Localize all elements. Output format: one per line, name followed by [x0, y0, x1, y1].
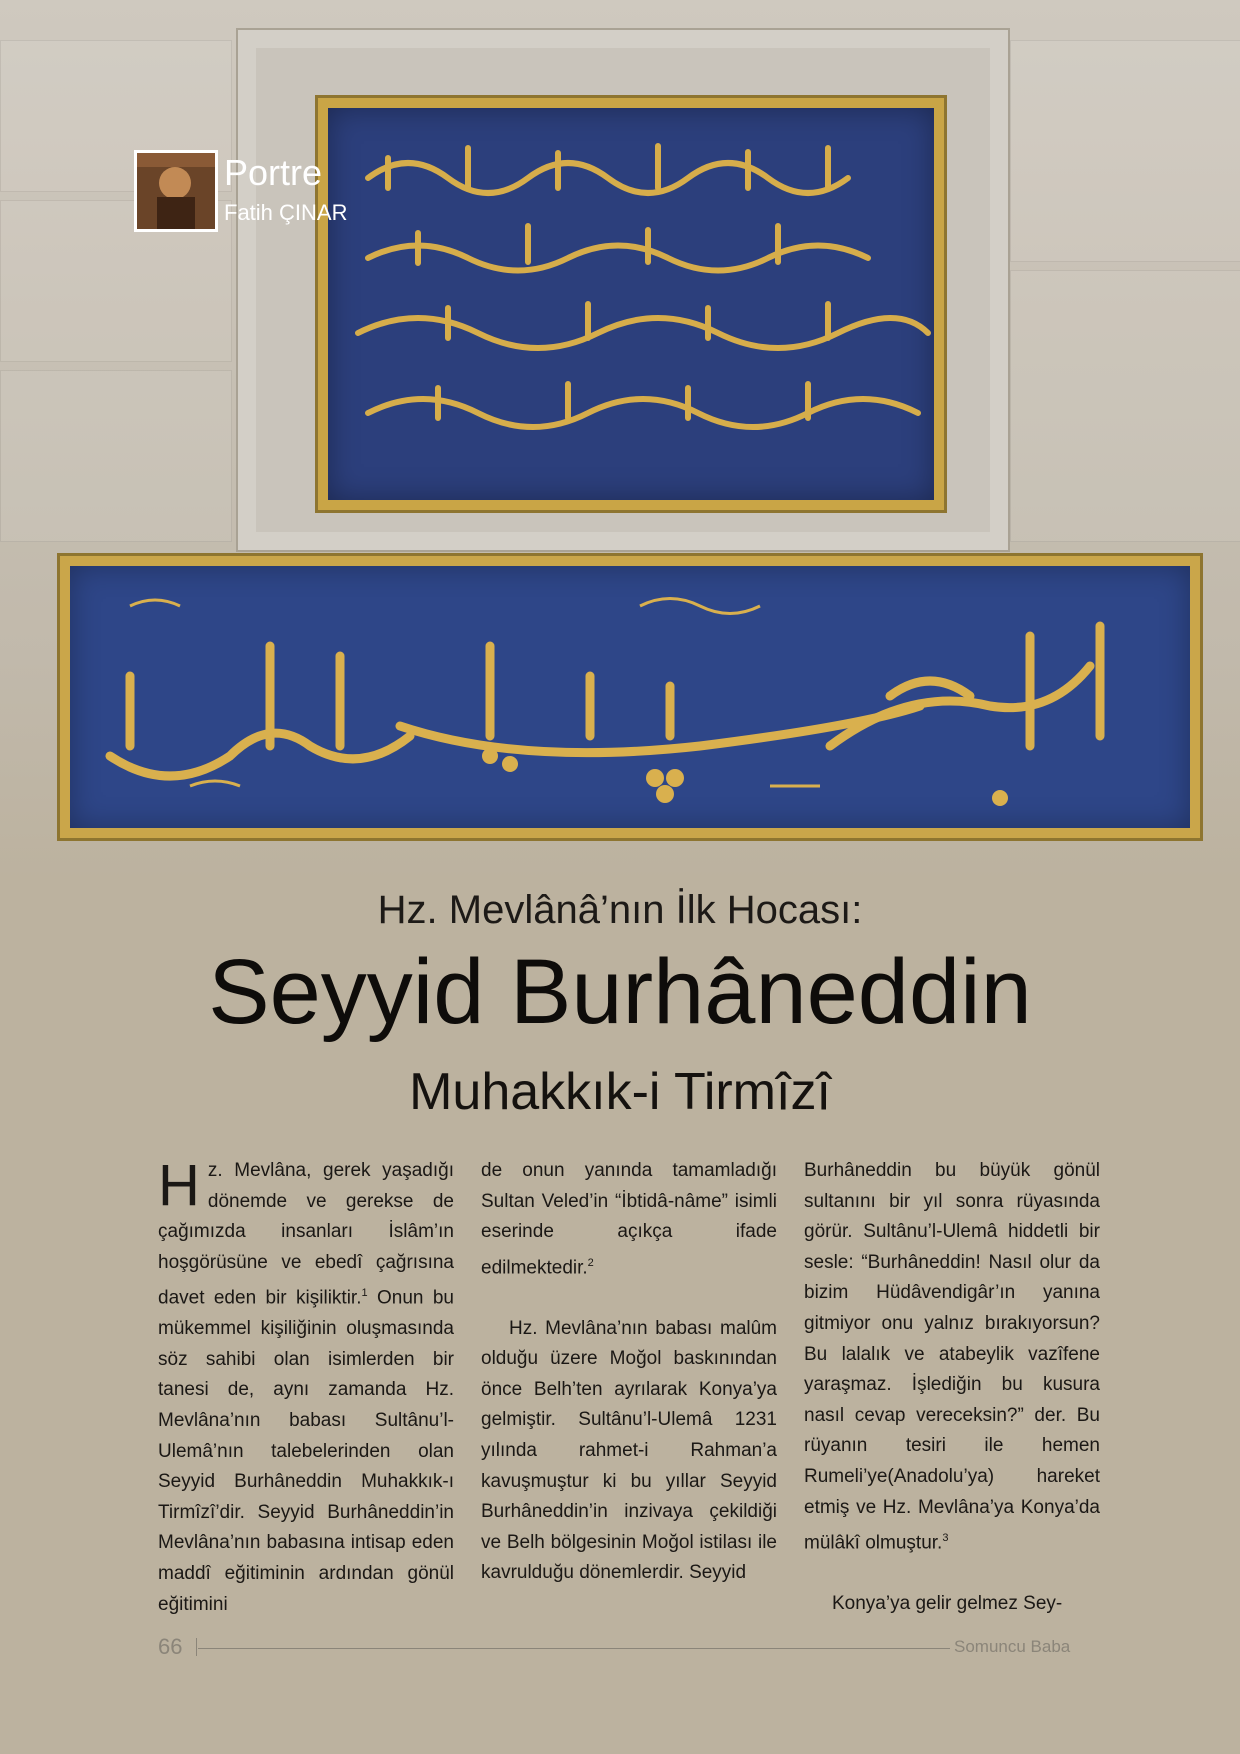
magazine-name: Somuncu Baba — [954, 1637, 1071, 1656]
footer-divider — [196, 1638, 197, 1656]
paragraph-text: Burhâneddin bu büyük gönül sultanını bir yıl sonra rüyasında görür. Sultânu’l-Ulemâ hiddetli bir sesle: “Burhâneddin! Nasıl olur da bizim Hüdâvendigâr’ın yanına gitmiyor onu yalnız bırakıyorsun? Bu lalalık ve atabeylik vazîfene yaraşmaz. İşlediğin bu kusura nasıl cevap vereceksin?” der. Bu rüyanın tesiri ile hemen Rumeli’ye(Anadolu’ya) hareket etmiş ve Hz. Mevlâna’ya Konya’da mülâkî olmuştur. — [804, 1160, 1100, 1554]
article-subtitle: Muhakkık-i Tirmîzî — [409, 1063, 831, 1121]
drop-cap: H — [158, 1153, 200, 1218]
stone-block — [1010, 40, 1240, 262]
paragraph: Hz. Mevlâna’nın babası malûm olduğu üzere Moğol baskınından önce Belh’ten ayrılarak Konya’ya gelmiştir. Sultânu’l-Ulemâ 1231 yılında rahmet-i Rahman’a kavuşmuştur ki bu yıllar Seyyid Burhâneddin’in inzivaya çekildiği ve Belh bölgesinin Moğol istilası ile kavrulduğu dönemlerdir. Seyyid — [481, 1317, 777, 1584]
calligraphy-lower-icon — [70, 566, 1190, 828]
footnote-ref: 2 — [587, 1256, 594, 1269]
section-label: Portre — [224, 152, 323, 193]
paragraph — [481, 1156, 777, 1284]
section-thumbnail — [134, 150, 218, 232]
paragraph: Konya’ya gelir gelmez Sey- — [832, 1593, 1063, 1615]
portrait-thumbnail-icon — [137, 153, 215, 229]
footnote-ref: 3 — [942, 1532, 949, 1545]
calligraphy-upper-icon — [328, 108, 934, 500]
text-column-1 — [158, 1153, 454, 1620]
page-number: 66 — [158, 1634, 183, 1659]
article-kicker: Hz. Mevlânâ’nın İlk Hocası: — [377, 888, 863, 932]
paragraph-text: z. Mevlâna, gerek yaşadığı dönemde ve gerekse de çağımızda insanları İslâm’ın hoşgörüsüne ve ebedî çağrısına davet eden bir kişiliktir. — [158, 1160, 454, 1309]
paragraph-text: de onun yanında tamamladığı Sultan Veled’in “İbtidâ-nâme” isimli eserinde açıkça ifade edilmektedir. — [481, 1160, 777, 1279]
text-column-2 — [481, 1156, 777, 1589]
paragraph — [804, 1156, 1100, 1559]
stone-block — [0, 370, 232, 542]
stone-block — [1010, 270, 1240, 542]
author-name: Fatih ÇINAR — [224, 200, 348, 225]
calligraphy-plaque-lower — [60, 556, 1200, 838]
footer-rule — [198, 1648, 950, 1649]
paragraph — [158, 1153, 454, 1620]
article-title: Seyyid Burhâneddin — [208, 941, 1032, 1043]
calligraphy-plaque-upper — [318, 98, 944, 510]
paragraph-text: Onun bu mükemmel kişiliğinin oluşmasında söz sahibi olan isimlerden bir tanesi de, aynı zamanda Hz. Mevlâna’nın babası Sultânu’l-Ulemâ’nın talebelerinden olan Seyyid Burhâneddin Muhakkık-ı Tirmîzî’dir. Seyyid Burhâneddin’in Mevlâna’nın babasına intisap eden maddî eğitiminin ardından gönül eğitimini — [158, 1287, 454, 1615]
footnote-ref: 1 — [361, 1287, 368, 1300]
text-column-3 — [804, 1156, 1100, 1620]
